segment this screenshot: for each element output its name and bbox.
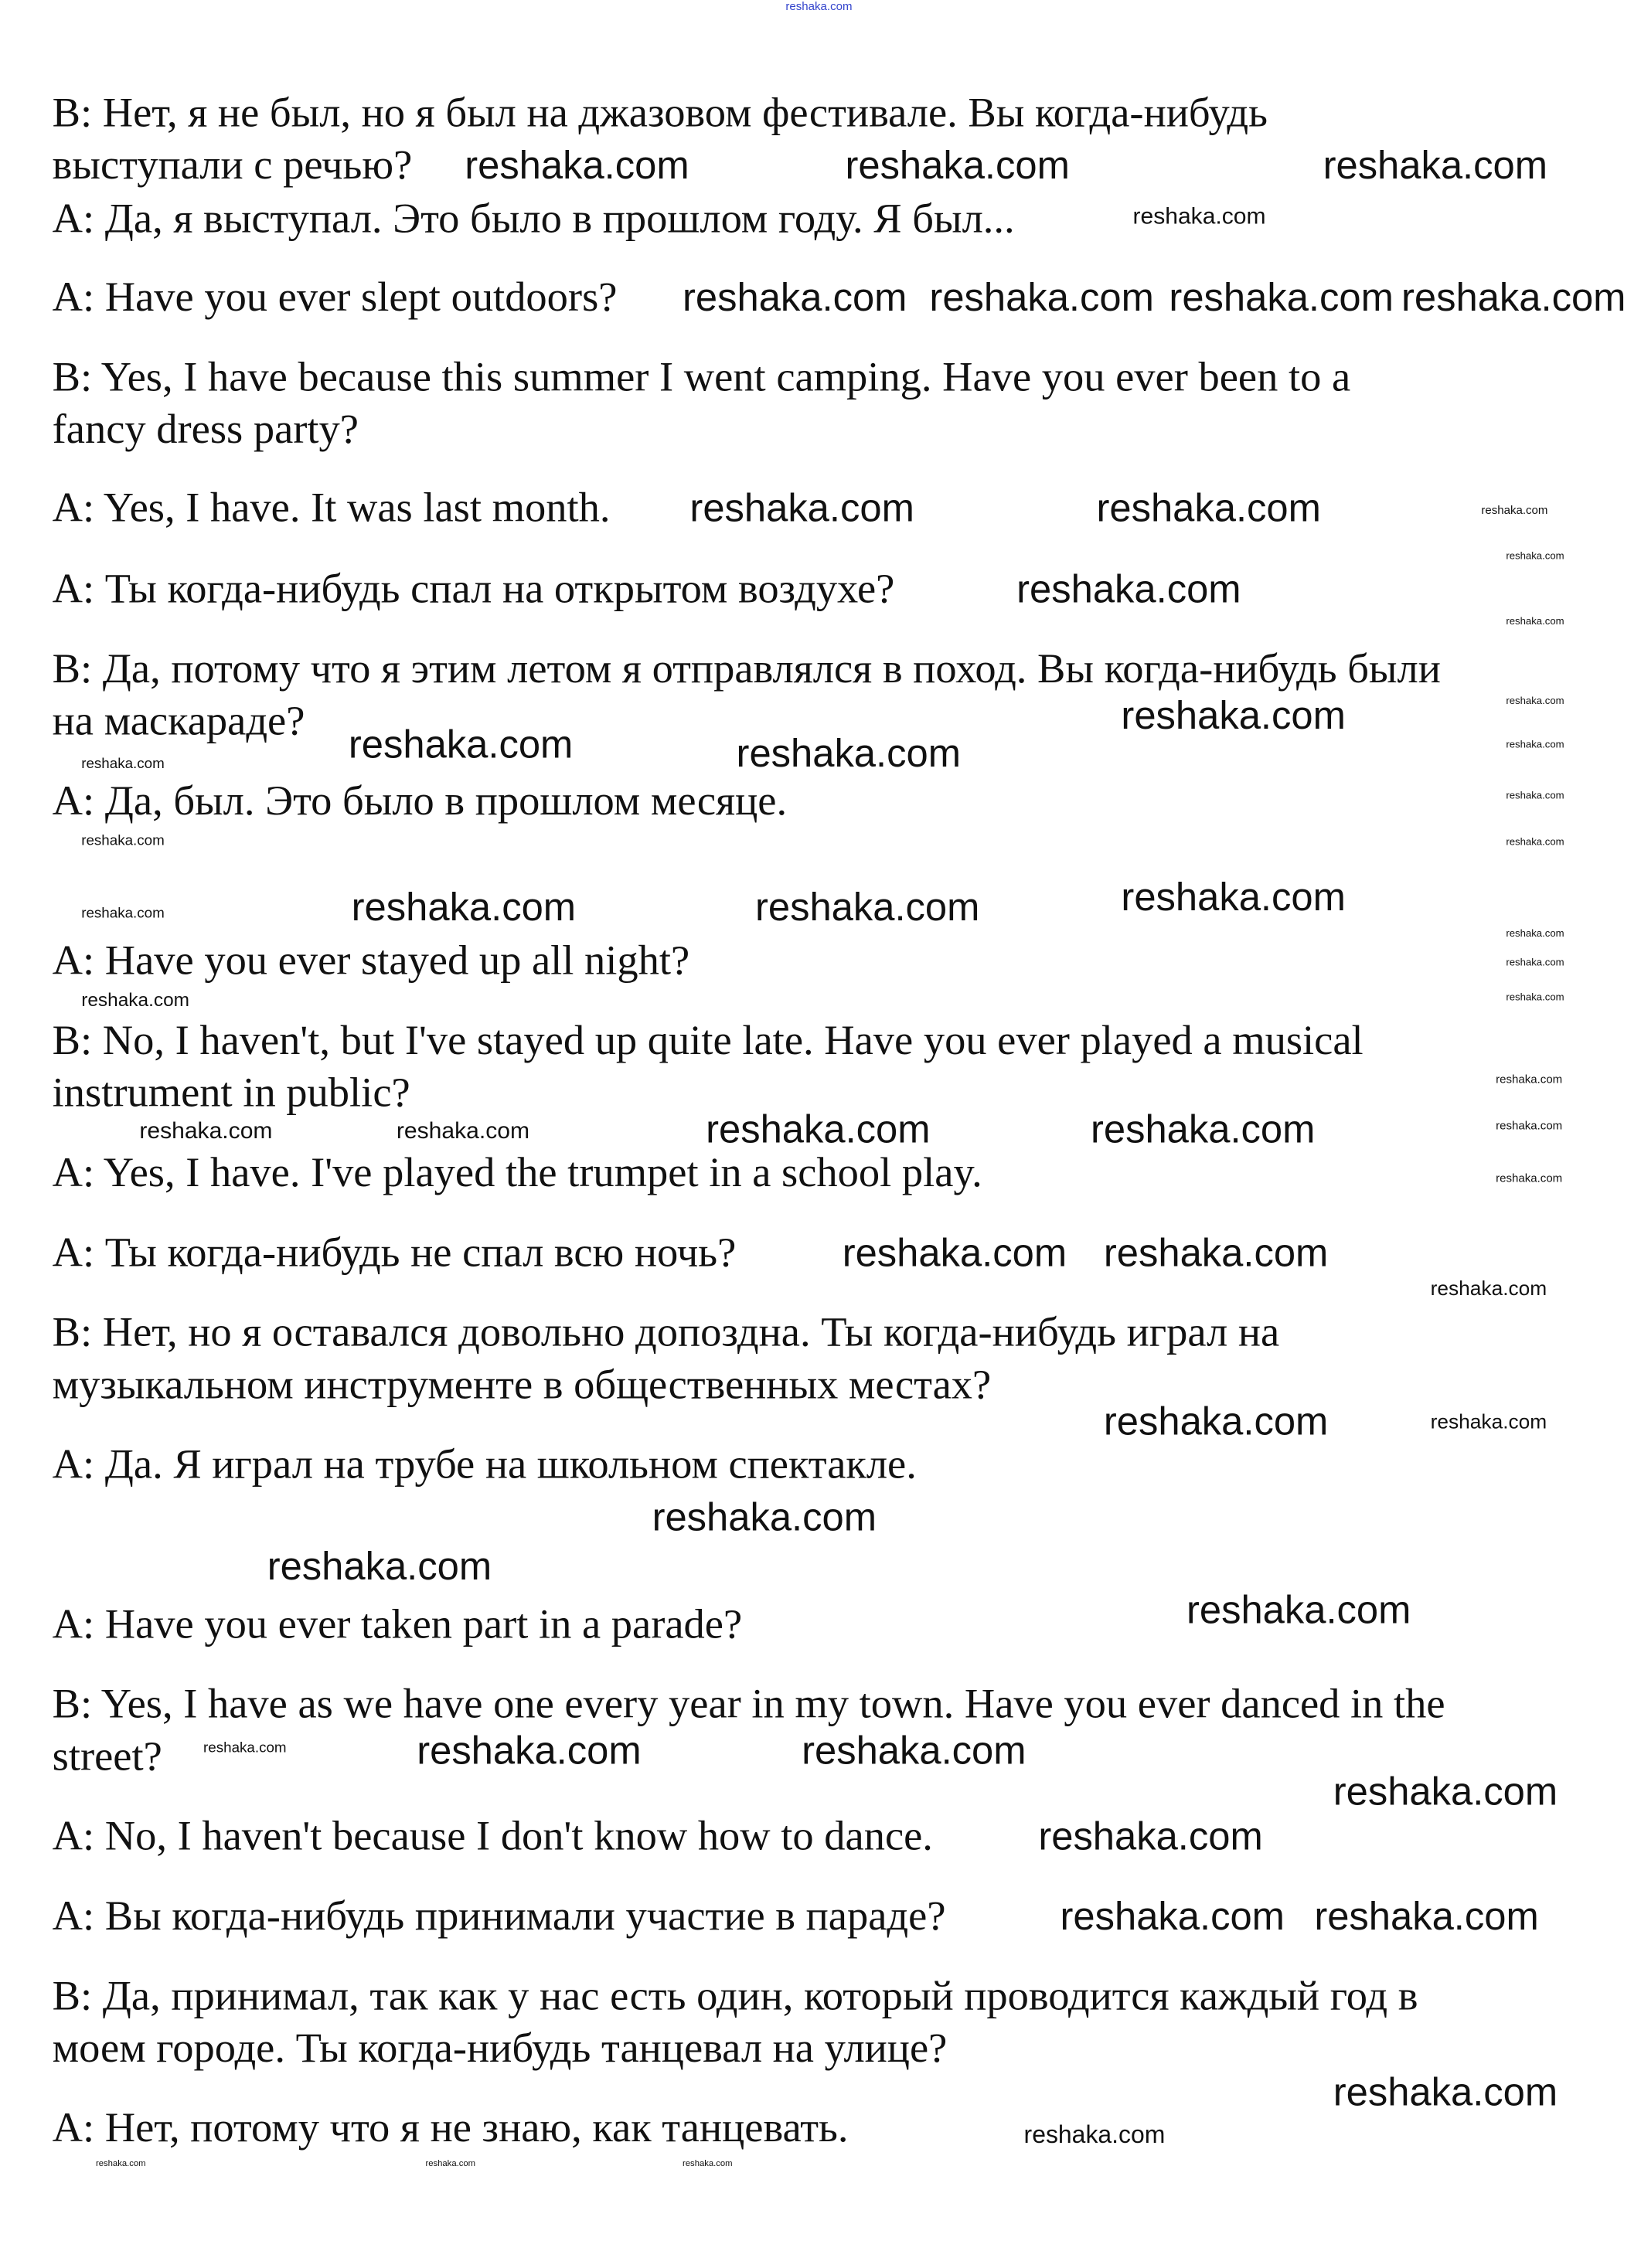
watermark[interactable]: reshaka.com [267, 1545, 492, 1589]
watermark[interactable]: reshaka.com [1121, 694, 1346, 738]
watermark[interactable]: reshaka.com [1169, 275, 1394, 320]
dialogue-line: B: Yes, I have as we have one every year in my town. Have you ever danced in the [52, 1681, 1445, 1728]
watermark[interactable]: reshaka.com [1103, 1231, 1329, 1275]
watermark[interactable]: reshaka.com [1506, 551, 1564, 563]
dialogue-line: A: Нет, потому что я не знаю, как танцевать. [52, 2105, 849, 2152]
watermark[interactable]: reshaka.com [348, 723, 574, 767]
watermark[interactable]: reshaka.com [1323, 144, 1548, 188]
dialogue-line: B: Да, потому что я этим летом я отправлялся в поход. Вы когда-нибудь были [52, 646, 1441, 693]
watermark[interactable]: reshaka.com [1506, 696, 1564, 707]
watermark[interactable]: reshaka.com [736, 731, 961, 776]
watermark[interactable]: reshaka.com [845, 144, 1070, 188]
watermark[interactable]: reshaka.com [1496, 1171, 1563, 1185]
dialogue-line: A: Have you ever slept outdoors? [52, 274, 618, 321]
watermark[interactable]: reshaka.com [1016, 567, 1241, 611]
dialogue-line: моем городе. Ты когда-нибудь танцевал на улице? [52, 2025, 948, 2072]
watermark[interactable]: reshaka.com [1506, 617, 1564, 627]
watermark[interactable]: reshaka.com [1038, 1814, 1263, 1858]
watermark[interactable]: reshaka.com [1132, 204, 1266, 230]
watermark[interactable]: reshaka.com [1090, 1107, 1316, 1151]
watermark[interactable]: reshaka.com [1506, 838, 1564, 848]
watermark[interactable]: reshaka.com [652, 1495, 877, 1539]
watermark[interactable]: reshaka.com [1314, 1894, 1539, 1939]
watermark[interactable]: reshaka.com [1430, 1409, 1547, 1433]
watermark[interactable]: reshaka.com [683, 275, 907, 320]
watermark[interactable]: reshaka.com [96, 2160, 146, 2169]
dialogue-line: A: Да, был. Это было в прошлом месяце. [52, 778, 788, 825]
watermark[interactable]: reshaka.com [754, 886, 980, 930]
watermark[interactable]: reshaka.com [842, 1231, 1067, 1275]
dialogue-line: fancy dress party? [52, 406, 359, 454]
dialogue-line: A: Have you ever stayed up all night? [52, 937, 690, 984]
watermark[interactable]: reshaka.com [1333, 2070, 1558, 2114]
dialogue-line: B: Yes, I have because this summer I went camping. Have you ever been to a [52, 354, 1351, 401]
watermark[interactable]: reshaka.com [1060, 1894, 1285, 1939]
dialogue-line: B: Нет, я не был, но я был на джазовом фестивале. Вы когда-нибудь [52, 90, 1268, 137]
watermark[interactable]: reshaka.com [802, 1729, 1026, 1773]
watermark[interactable]: reshaka.com [1506, 993, 1564, 1004]
watermark[interactable]: reshaka.com [351, 886, 577, 930]
watermark[interactable]: reshaka.com [1496, 1073, 1563, 1086]
watermark[interactable]: reshaka.com [465, 144, 689, 188]
watermark[interactable]: reshaka.com [1103, 1399, 1329, 1443]
dialogue-line: A: No, I haven't because I don't know how to dance. [52, 1813, 933, 1860]
watermark[interactable]: reshaka.com [683, 2160, 733, 2169]
watermark[interactable]: reshaka.com [81, 988, 190, 1011]
watermark[interactable]: reshaka.com [81, 756, 165, 773]
watermark[interactable]: reshaka.com [1481, 503, 1548, 517]
dialogue-line: выступали с речью? [52, 142, 413, 189]
watermark[interactable]: reshaka.com [81, 906, 165, 923]
dialogue-line: B: Да, принимал, так как у нас есть один, который проводится каждый год в [52, 1973, 1418, 2020]
watermark[interactable]: reshaka.com [1506, 791, 1564, 802]
watermark[interactable]: reshaka.com [1186, 1588, 1411, 1632]
watermark[interactable]: reshaka.com [417, 1729, 642, 1773]
dialogue-line: музыкальном инструменте в общественных местах? [52, 1362, 992, 1409]
dialogue-line: A: Вы когда-нибудь принимали участие в параде? [52, 1892, 946, 1940]
watermark[interactable]: reshaka.com [1506, 740, 1564, 751]
watermark[interactable]: reshaka.com [929, 275, 1154, 320]
watermark[interactable]: reshaka.com [203, 1740, 287, 1757]
dialogue-line: A: Have you ever taken part in a parade? [52, 1601, 743, 1648]
watermark[interactable]: reshaka.com [1401, 275, 1626, 320]
watermark[interactable]: reshaka.com [689, 486, 914, 530]
dialogue-line: B: Нет, но я оставался довольно допоздна. Ты когда-нибудь играл на [52, 1309, 1280, 1356]
dialogue-line: A: Yes, I have. I've played the trumpet in a school play. [52, 1150, 982, 1197]
watermark[interactable]: reshaka.com [425, 2160, 476, 2169]
watermark[interactable]: reshaka.com [139, 1119, 273, 1144]
watermark[interactable]: reshaka.com [1023, 2120, 1166, 2149]
watermark[interactable]: reshaka.com [1430, 1276, 1547, 1300]
dialogue-line: A: Да. Я играл на трубе на школьном спектакле. [52, 1441, 917, 1488]
watermark[interactable]: reshaka.com [81, 833, 165, 850]
watermark[interactable]: reshaka.com [706, 1107, 931, 1151]
dialogue-line: A: Yes, I have. It was last month. [52, 485, 611, 532]
dialogue-line: A: Ты когда-нибудь не спал всю ночь? [52, 1229, 737, 1277]
watermark[interactable]: reshaka.com [1506, 929, 1564, 940]
watermark[interactable]: reshaka.com [785, 0, 853, 13]
dialogue-line: A: Ты когда-нибудь спал на открытом воздухе? [52, 566, 895, 613]
dialogue-line: instrument in public? [52, 1069, 410, 1117]
watermark[interactable]: reshaka.com [1506, 958, 1564, 969]
dialogue-line: на маскараде? [52, 698, 305, 745]
dialogue-line: B: No, I haven't, but I've stayed up quite late. Have you ever played a musical [52, 1018, 1364, 1065]
watermark[interactable]: reshaka.com [1096, 486, 1321, 530]
watermark[interactable]: reshaka.com [1496, 1119, 1563, 1133]
watermark[interactable]: reshaka.com [1333, 1770, 1558, 1814]
dialogue-line: A: Да, я выступал. Это было в прошлом году. Я был... [52, 196, 1015, 243]
dialogue-line: street? [52, 1733, 162, 1780]
watermark[interactable]: reshaka.com [1121, 875, 1346, 920]
watermark[interactable]: reshaka.com [396, 1119, 529, 1144]
